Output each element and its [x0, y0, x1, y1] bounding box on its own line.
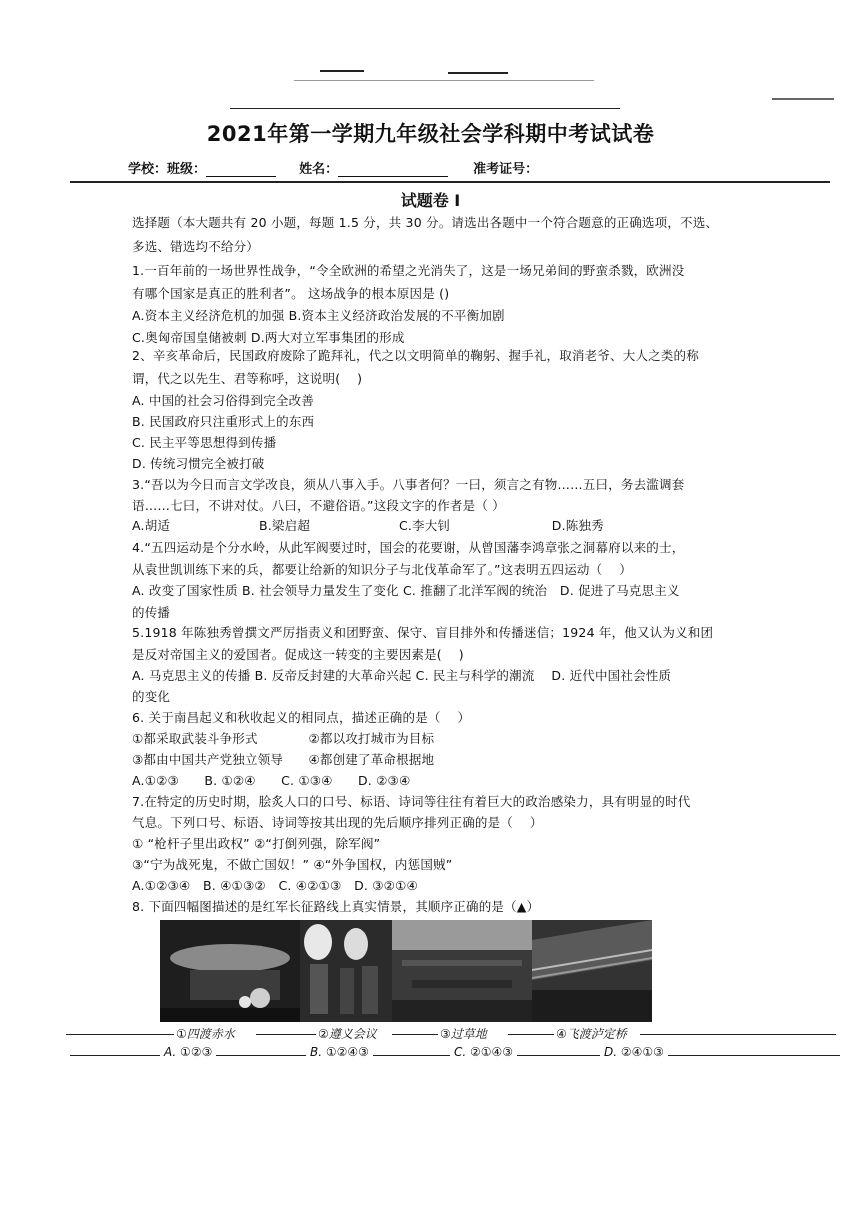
- text-line: 4.“五四运动是个分水岭，从此军阀要过时，国会的花要谢，从曾国藩李鸿章张之洞幕府以来的士，: [132, 540, 685, 555]
- text-line: 有哪个国家是真正的胜利者”。 这场战争的根本原因是 (): [132, 286, 450, 301]
- text-line: 从袁世凯训练下来的兵，都要让给新的知识分子与北伐革命军了。”这表明五四运动（ ）: [132, 562, 632, 577]
- name-blank: [338, 176, 448, 177]
- student-info-row: [128, 158, 538, 177]
- text-line: 选择题（本大题共有 20 小题，每题 1.5 分，共 30 分。请选出各题中一个符合题意的正确选项，不选、: [132, 215, 719, 230]
- text-line: A. 中国的社会习俗得到完全改善: [132, 393, 314, 408]
- school-class-label: 学校：班级：: [128, 162, 207, 177]
- text-line: ③“宁为战死鬼，不做亡国奴！” ④“外争国权，内惩国贼”: [132, 857, 453, 872]
- text-line: 谓，代之以先生、君等称呼，这说明( ): [132, 371, 363, 386]
- text-line: A.胡适 B.梁启超 C.李大钊 D.陈独秀: [132, 518, 604, 533]
- text-line: 2、辛亥革命后，民国政府废除了跪拜礼，代之以文明简单的鞠躬、握手礼，取消老爷、大人之类的称: [132, 348, 699, 363]
- caption-rule-mid3: [508, 1034, 554, 1035]
- caption-rule-mid1: [256, 1034, 316, 1035]
- scan-artifact: [772, 98, 834, 100]
- text-line: B. 民国政府只注重形式上的东西: [132, 414, 315, 429]
- text-line: A.①②③④ B. ④①③② C. ④②①③ D. ③②①④: [132, 878, 418, 893]
- photo-zunyi-meeting: [300, 920, 392, 1022]
- text-line: A.资本主义经济危机的加强 B.资本主义经济政治发展的不平衡加剧: [132, 308, 505, 323]
- caption-rule-mid2: [392, 1034, 438, 1035]
- exam-number-label: 准考证号：: [473, 162, 539, 177]
- text-line: 8. 下面四幅图描述的是红军长征路线上真实情景，其顺序正确的是（▲）: [132, 899, 540, 914]
- scan-artifact: [448, 72, 508, 74]
- text-line: C.奥匈帝国皇储被刺 D.两大对立军事集团的形成: [132, 330, 405, 345]
- header-divider: [70, 181, 830, 183]
- class-blank: [206, 176, 276, 177]
- text-line: 1.一百年前的一场世界性战争，“令全欧洲的希望之光消失了，这是一场兄弟间的野蛮杀戮，欧洲没: [132, 263, 685, 278]
- answer-option-d: D. ②④①③: [600, 1045, 668, 1059]
- text-line: 7.在特定的历史时期，脍炙人口的口号、标语、诗词等往往有着巨大的政治感染力，具有明显的时代: [132, 794, 691, 809]
- caption-zunyi-meeting: ②遵义会议: [318, 1027, 377, 1041]
- caption-rule-right: [640, 1034, 836, 1035]
- text-line: A.①②③ B. ①②④ C. ①③④ D. ②③④: [132, 773, 411, 788]
- text-line: C. 民主平等思想得到传播: [132, 435, 277, 450]
- caption-four-crossings: ①四渡赤水: [176, 1027, 235, 1041]
- answer-option-b: B. ①②④③: [306, 1045, 373, 1059]
- text-line: 5.1918 年陈独秀曾撰文严厉指责义和团野蛮、保守、盲目排外和传播迷信；1924 年，他又认为义和团: [132, 625, 714, 640]
- text-line: 的传播: [132, 605, 171, 620]
- text-line: ①都采取武装斗争形式 ②都以攻打城市为目标: [132, 731, 435, 746]
- text-line: 是反对帝国主义的爱国者。促成这一转变的主要因素是( ): [132, 647, 464, 662]
- exam-title: 2021年第一学期九年级社会学科期中考试试卷: [206, 122, 655, 146]
- name-label: 姓名：: [299, 162, 339, 177]
- photo-luding-bridge: [532, 920, 652, 1022]
- text-line: D. 传统习惯完全被打破: [132, 456, 265, 471]
- text-line: ③都由中国共产党独立领导 ④都创建了革命根据地: [132, 752, 435, 767]
- text-line: 语……七曰，不讲对仗。八曰，不避俗语。”这段文字的作者是（ ）: [132, 498, 505, 513]
- answer-option-a: A. ①②③: [160, 1045, 216, 1059]
- text-line: A. 改变了国家性质 B. 社会领导力量发生了变化 C. 推翻了北洋军阀的统治 D. 促进了马克思主义: [132, 583, 680, 598]
- text-line: A. 马克思主义的传播 B. 反帝反封建的大革命兴起 C. 民主与科学的潮流 D. 近代中国社会性质: [132, 668, 672, 683]
- caption-rule-left: [66, 1034, 174, 1035]
- photo-four-crossings: [160, 920, 300, 1022]
- section-title: 试题卷 I: [400, 191, 461, 210]
- caption-grassland: ③过草地: [440, 1027, 487, 1041]
- text-line: 气息。下列口号、标语、诗词等按其出现的先后顺序排列正确的是（ ）: [132, 815, 543, 830]
- scan-artifact: [230, 108, 620, 109]
- scan-artifact: [294, 80, 594, 81]
- caption-luding-bridge: ④飞渡泸定桥: [556, 1027, 627, 1041]
- text-line: ① “枪杆子里出政权” ②“打倒列强，除军阀”: [132, 836, 381, 851]
- answer-option-c: C. ②①④③: [450, 1045, 517, 1059]
- text-line: 3.“吾以为今日而言文学改良，须从八事入手。八事者何？一曰，须言之有物……五曰，务去滥调套: [132, 477, 685, 492]
- scan-artifact: [320, 70, 364, 72]
- text-line: 多选、错选均不给分）: [132, 239, 260, 254]
- text-line: 6. 关于南昌起义和秋收起义的相同点，描述正确的是（ ）: [132, 710, 471, 725]
- text-line: 的变化: [132, 689, 171, 704]
- photo-grassland: [392, 920, 532, 1022]
